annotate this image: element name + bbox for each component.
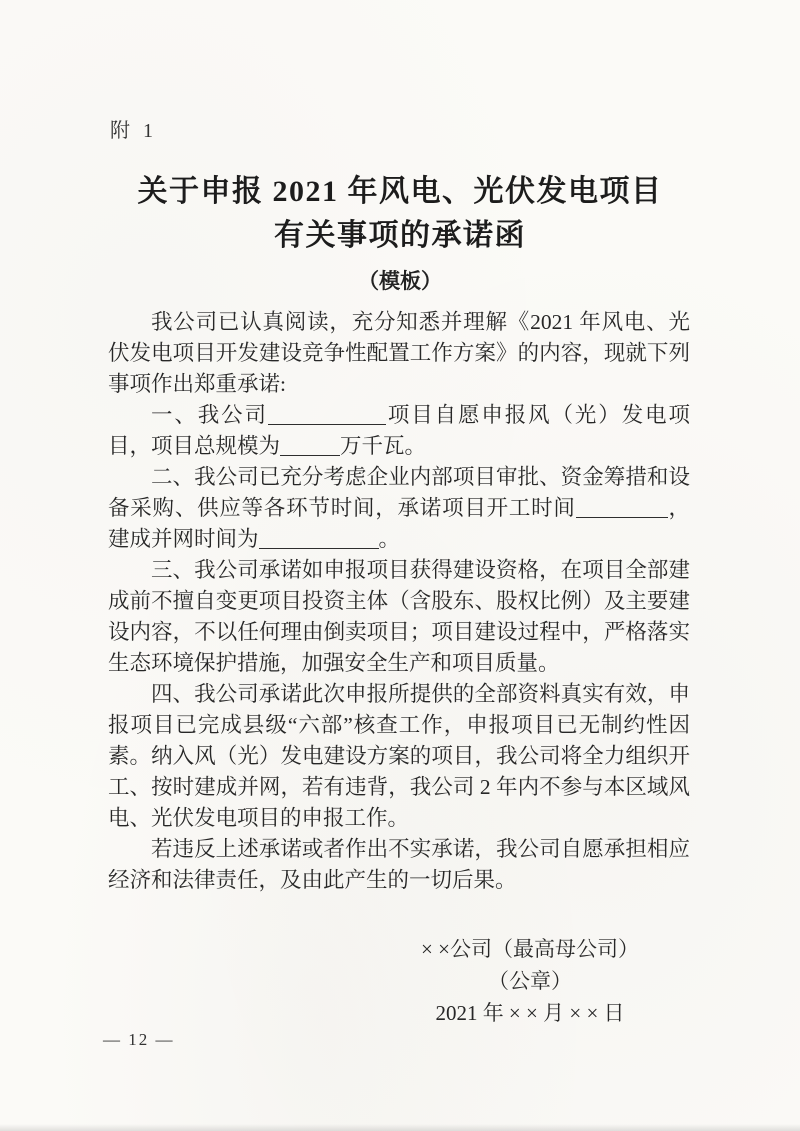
paragraph: 四、我公司承诺此次申报所提供的全部资料真实有效，申报项目已完成县级“六部”核查工作，申报项目已无制约性因素。纳入风（光）发电建设方案的项目，我公司将全力组织开工、按时建成并网，若有违背，我公司 2 年内不参与本区域风电、光伏发电项目的申报工作。 <box>108 682 690 830</box>
fill-in-blank <box>259 527 379 550</box>
fill-in-blank <box>280 434 340 457</box>
signature-company: × ×公司（最高母公司） <box>421 937 639 961</box>
fill-in-blank <box>268 403 386 426</box>
paragraph: 若违反上述承诺或者作出不实承诺，我公司自愿承担相应经济和法律责任，及由此产生的一切后果。 <box>108 837 690 892</box>
fill-in-blank <box>576 496 668 519</box>
page-number: — 12 — <box>103 1030 175 1049</box>
signature-date: 2021 年 × × 月 × × 日 <box>435 1001 625 1025</box>
document-body <box>108 307 690 896</box>
document-title <box>0 170 800 295</box>
document-title-line1: 关于申报 2021 年风电、光伏发电项目 <box>137 175 663 208</box>
paragraph: 二、我公司已充分考虑企业内部项目审批、资金筹措和设备采购、供应等各环节时间，承诺项目开工时间 ，建成并网时间为 。 <box>108 465 690 551</box>
signature-seal: （公章） <box>488 969 572 993</box>
signature-block <box>330 933 730 1029</box>
attachment-label: 附 1 <box>110 120 157 142</box>
template-label: （模板） <box>358 269 442 293</box>
document-title-line2: 有关事项的承诺函 <box>274 219 526 252</box>
paragraph: 我公司已认真阅读，充分知悉并理解《2021 年风电、光伏发电项目开发建设竞争性配置工作方案》的内容，现就下列事项作出郑重承诺: <box>108 310 690 396</box>
paragraph: 三、我公司承诺如申报项目获得建设资格，在项目全部建成前不擅自变更项目投资主体（含股东、股权比例）及主要建设内容，不以任何理由倒卖项目；项目建设过程中，严格落实生态环境保护措施，加强安全生产和项目质量。 <box>108 558 690 675</box>
paragraph: 一、我公司 项目自愿申报风（光）发电项目，项目总规模为 万千瓦。 <box>108 403 690 458</box>
